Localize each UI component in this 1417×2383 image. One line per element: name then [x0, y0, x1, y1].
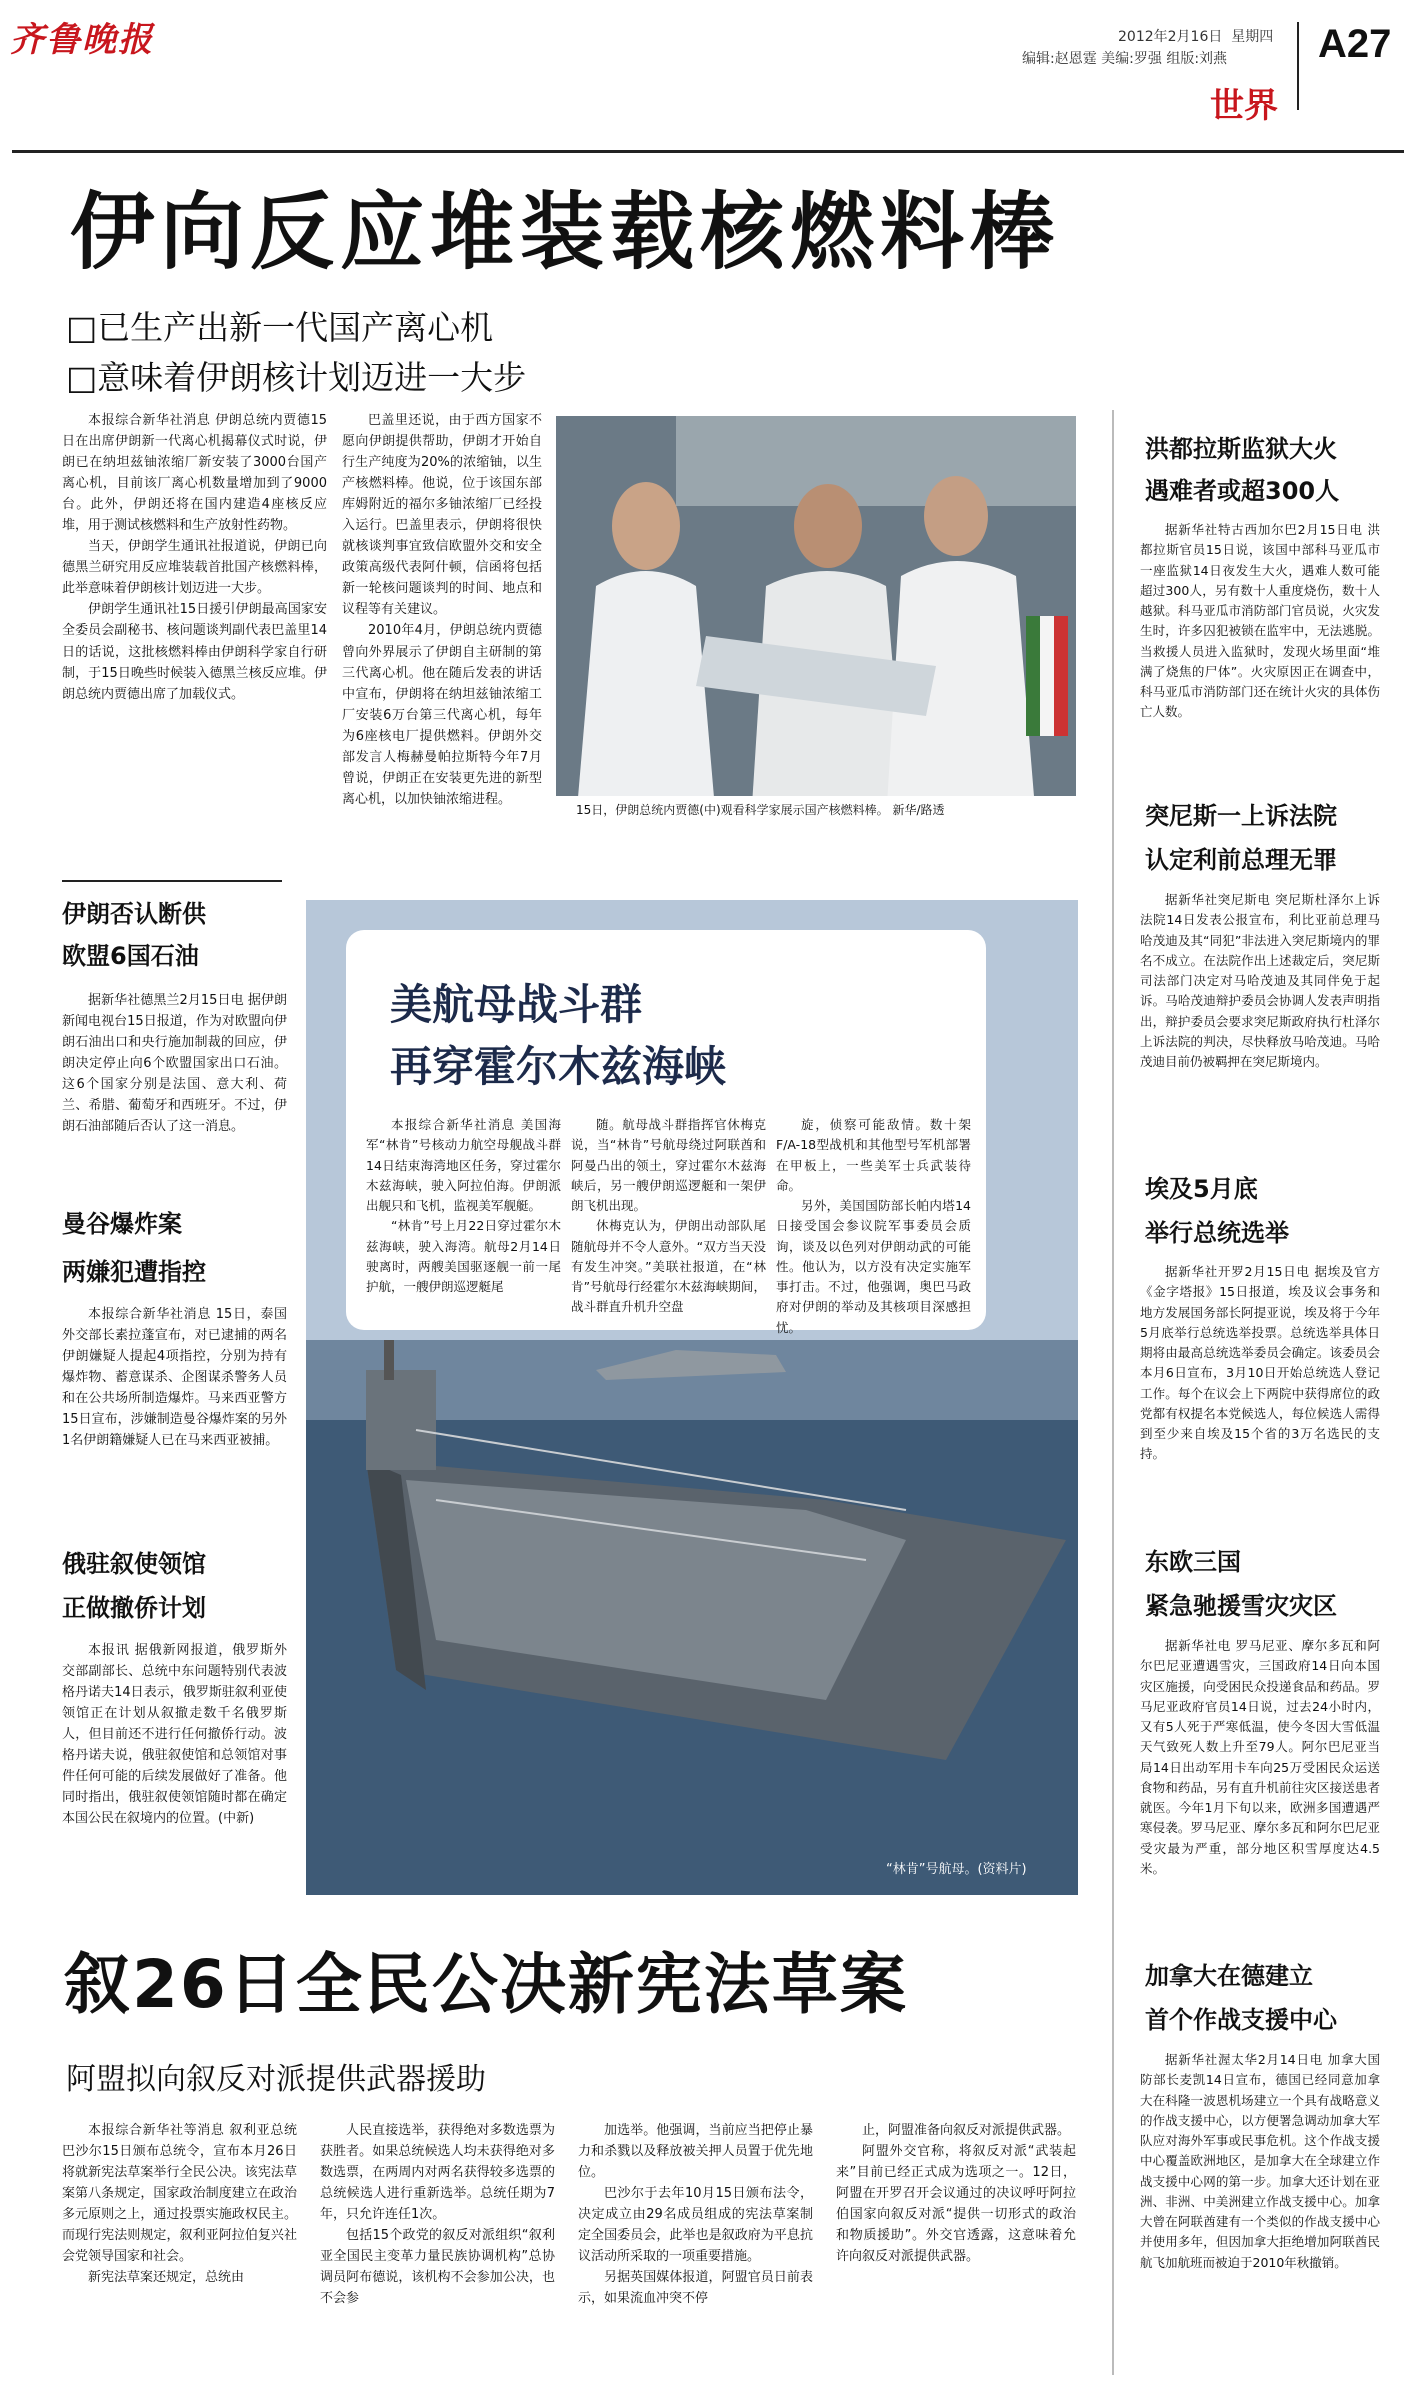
brief-title: 突尼斯一上诉法院 [1145, 802, 1337, 830]
carrier-col-3 [776, 1115, 971, 1338]
brief-title: 伊朗否认断供 [62, 900, 206, 928]
carrier-photo-caption: “林肯”号航母。(资料片) [886, 1862, 1027, 1877]
right-column-divider [1112, 410, 1114, 2375]
paragraph: 新宪法草案还规定，总统由 [88, 2270, 245, 2286]
lead-photo [556, 416, 1076, 821]
brief-title: 遇难者或超300人 [1145, 477, 1340, 505]
brief-title: 两嫌犯遭指控 [62, 1258, 206, 1286]
brief-title: 首个作战支援中心 [1145, 2006, 1337, 2034]
paragraph: 巴盖里还说，由于西方国家不愿向伊朗提供帮助，伊朗才开始自行生产纯度为20%的浓缩铀，以生产核燃料棒。他说，位于该国东部库姆附近的福尔多铀浓缩厂已经投入运行。巴盖里表示，伊朗将很快就核谈判事宜致信欧盟外交和安全政策高级代表阿什顿，信函将包括新一轮核问题谈判的时间、地点和议程等有关建议。 [342, 413, 542, 618]
lead-subhead-1: □已生产出新一代国产离心机 [66, 308, 494, 347]
paragraph: 本报综合新华社消息 伊朗总统内贾德15日在出席伊朗新一代离心机揭幕仪式时说，伊朗已在纳坦兹铀浓缩厂新安装了3000台国产离心机，目前该厂离心机数量增加到了9000台。此外，伊朗还将在国内建造4座核反应堆，用于测试核燃料和生产放射性药物。 [62, 413, 327, 534]
masthead-rule [12, 150, 1404, 153]
brief-title: 举行总统选举 [1145, 1219, 1289, 1247]
syria-col-2 [320, 2120, 555, 2309]
brief-title: 欧盟6国石油 [62, 942, 199, 970]
syria-col-4 [836, 2120, 1076, 2267]
brief-body: 本报综合新华社消息 15日，泰国外交部长素拉蓬宣布，对已逮捕的两名伊朗嫌疑人提起4项指控，分别为持有爆炸物、蓄意谋杀、企图谋杀警务人员和在公共场所制造爆炸。马来西亚警方15日宣布，涉嫌制造曼谷爆炸案的另外1名伊朗籍嫌疑人已在马来西亚被捕。 [62, 1307, 287, 1449]
carrier-title-1: 美航母战斗群 [390, 980, 643, 1029]
brief-body: 据新华社电 罗马尼亚、摩尔多瓦和阿尔巴尼亚遭遇雪灾，三国政府14日向本国灾区施援，向受困民众投递食品和药品。罗马尼亚政府官员14日说，过去24小时内，又有5人死于严寒低温，使今冬因大雪低温天气致死人数上升至79人。阿尔巴尼亚当局14日出动军用卡车向25万受困民众运送食物和药品，另有直升机前往灾区接送患者就医。今年1月下旬以来，欧洲多国遭遇严寒侵袭。罗马尼亚、摩尔多瓦和阿尔巴尼亚受灾最为严重，部分地区积雪厚度达4.5米。 [1140, 1638, 1380, 1876]
paragraph: 本报综合新华社消息 美国海军“林肯”号核动力航空母舰战斗群14日结束海湾地区任务，穿过霍尔木兹海峡，驶入阿拉伯海。伊朗派出舰只和飞机，监视美军舰艇。 [366, 1117, 561, 1213]
syria-subhead: 阿盟拟向叙反对派提供武器援助 [66, 2062, 486, 2097]
carrier-col-2 [571, 1115, 766, 1318]
lead-col-1 [62, 410, 327, 705]
carrier-title-2: 再穿霍尔木兹海峡 [390, 1042, 727, 1091]
brief-title: 东欧三国 [1145, 1548, 1241, 1576]
syria-col-3 [578, 2120, 813, 2309]
brief-body: 据新华社突尼斯电 突尼斯杜泽尔上诉法院14日发表公报宣布，利比亚前总理马哈茂迪及其“同犯”非法进入突尼斯境内的罪名不成立。在法院作出上述裁定后，突尼斯司法部门决定对马哈茂迪及其同伴免于起诉。马哈茂迪辩护委员会协调人发表声明指出，辩护委员会要求突尼斯政府执行杜泽尔上诉法院的判决，尽快释放马哈茂迪。马哈茂迪目前仍被羁押在突尼斯境内。 [1140, 892, 1380, 1069]
paragraph: 人民直接选举，获得绝对多数选票为获胜者。如果总统候选人均未获得绝对多数选票，在两周内对两名获得较多选票的总统候选人进行重新选举。总统任期为7年，只允许连任1次。 [320, 2123, 555, 2223]
brief-body: 据新华社德黑兰2月15日电 据伊朗新闻电视台15日报道，作为对欧盟向伊朗石油出口和央行施加制裁的回应，伊朗决定停止向6个欧盟国家出口石油。这6个国家分别是法国、意大利、荷兰、希腊、葡萄牙和西班牙。不过，伊朗石油部随后否认了这一消息。 [62, 993, 287, 1135]
carrier-text-box [346, 930, 986, 1335]
carrier-col-1 [366, 1115, 561, 1297]
paragraph: 当天，伊朗学生通讯社报道说，伊朗已向德黑兰研究用反应堆装载首批国产核燃料棒，此举意味着伊朗核计划迈进一大步。 [62, 539, 327, 597]
paper-logo [10, 12, 200, 60]
paragraph: 另据英国媒体报道，阿盟官员日前表示，如果流血冲突不停 [578, 2270, 813, 2307]
paragraph: 随。航母战斗群指挥官休梅克说，当“林肯”号航母绕过阿联酋和阿曼凸出的领土，穿过霍尔木兹海峡后，另一艘伊朗巡逻艇和一架伊朗飞机出现。 [571, 1117, 766, 1213]
carrier-panel [306, 900, 1078, 1895]
brief-title: 俄驻叙使领馆 [62, 1550, 206, 1578]
brief-body: 据新华社特古西加尔巴2月15日电 洪都拉斯官员15日说，该国中部科马亚瓜市一座监狱14日夜发生大火，遇难人数可能超过300人，另有数十人重度烧伤，数十人越狱。科马亚瓜市消防部门官员说，火灾发生时，许多囚犯被锁在监牢中，无法逃脱。当救援人员进入监狱时，发现火场里面“堆满了烧焦的尸体”。火灾原因正在调查中，科马亚瓜市消防部门还在统计火灾的具体伤亡人数。 [1140, 522, 1380, 720]
page-number: A27 [1318, 22, 1392, 66]
lead-photo-caption: 15日，伊朗总统内贾德(中)观看科学家展示国产核燃料棒。 新华/路透 [576, 803, 945, 817]
lead-subhead-2: □意味着伊朗核计划迈进一大步 [66, 358, 527, 397]
brief-title: 加拿大在德建立 [1145, 1962, 1313, 1990]
section-label: 世界 [1210, 86, 1278, 126]
masthead-weekday: 星期四 [1231, 29, 1274, 45]
paragraph: 休梅克认为，伊朗出动部队尾随航母并不令人意外。“双方当天没有发生冲突。”美联社报道，在“林肯”号航母行经霍尔木兹海峡期间，战斗群直升机升空盘 [571, 1218, 766, 1315]
paragraph: “林肯”号上月22日穿过霍尔木兹海峡，驶入海湾。航母2月14日驶离时，两艘美国驱逐舰一前一尾护航，一艘伊朗巡逻艇尾 [366, 1218, 561, 1294]
paragraph: 旋，侦察可能敌情。数十架F/A-18型战机和其他型号军机部署在甲板上，一些美军士兵武装待命。 [776, 1117, 971, 1193]
paragraph: 另外，美国国防部长帕内塔14日接受国会参议院军事委员会质询，谈及以色列对伊朗动武的可能性。他认为，以方没有决定实施军事打击。不过，他强调，奥巴马政府对伊朗的举动及其核项目深感担忧。 [776, 1198, 971, 1335]
paragraph: 巴沙尔于去年10月15日颁布法令，决定成立由29名成员组成的宪法草案制定全国委员会，此举也是叙政府为平息抗议活动所采取的一项重要措施。 [578, 2186, 813, 2265]
paragraph: 阿盟外交官称，将叙反对派“武装起来”目前已经正式成为选项之一。12日，阿盟在开罗召开会议通过的决议呼吁阿拉伯国家向叙反对派“提供一切形式的政治和物质援助”。外交官透露，这意味着允许向叙反对派提供武器。 [836, 2144, 1076, 2265]
brief-body: 本报讯 据俄新网报道，俄罗斯外交部副部长、总统中东问题特别代表波格丹诺夫14日表示，俄罗斯驻叙利亚使领馆正在计划从叙撤走数千名俄罗斯人，但目前还不进行任何撤侨行动。波格丹诺夫说，俄驻叙使馆和总领馆对事件任何可能的后续发展做好了准备。他同时指出，俄驻叙使领馆随时都在确定本国公民在叙境内的位置。(中新) [62, 1643, 287, 1827]
brief-title: 埃及5月底 [1145, 1175, 1258, 1203]
paragraph: 加选举。他强调，当前应当把停止暴力和杀戮以及释放被关押人员置于优先地位。 [578, 2123, 813, 2181]
paragraph: 本报综合新华社等消息 叙利亚总统巴沙尔15日颁布总统令，宣布本月26日将就新宪法草案举行全民公决。该宪法草案第八条规定，国家政治制度建立在政治多元原则之上，通过投票实施政权民主。而现行宪法则规定，叙利亚阿拉伯复兴社会党领导国家和社会。 [62, 2123, 297, 2265]
brief-title: 紧急驰援雪灾灾区 [1145, 1592, 1337, 1620]
brief-body: 据新华社开罗2月15日电 据埃及官方《金字塔报》15日报道，埃及议会事务和地方发展国务部长阿提亚说，埃及将于今年5月底举行总统选举投票。总统选举具体日期将由最高总统选举委员会确定。该委员会本月6日宣布，3月10日开始总统选人登记工作。每个在议会上下两院中获得席位的政党都有权提名本党候选人，每位候选人需得到至少来自埃及15个省的3万名选民的支持。 [1140, 1264, 1380, 1462]
brief-body: 据新华社渥太华2月14日电 加拿大国防部长麦凯14日宣布，德国已经同意加拿大在科隆一波恩机场建立一个具有战略意义的作战支援中心，以方便署急调动加拿大军队应对海外军事或民事危机。这个作战支援中心覆盖欧洲地区，是加拿大在全球建立作战支援中心网的第一步。加拿大还计划在亚洲、非洲、中美洲建立作战支援中心。加拿大曾在阿联酋建有一个类似的作战支援中心并使用多年，但因加拿大拒绝增加阿联酋民航飞加航班而被迫于2010年秋撤销。 [1140, 2052, 1380, 2270]
brief-title: 曼谷爆炸案 [62, 1210, 182, 1238]
syria-headline: 叙26日全民公决新宪法草案 [64, 1946, 908, 2023]
paragraph: 止，阿盟准备向叙反对派提供武器。 [862, 2123, 1071, 2138]
masthead-date: 2012年2月16日 星期四 [1118, 29, 1274, 45]
paragraph: 2010年4月，伊朗总统内贾德曾向外界展示了伊朗自主研制的第三代离心机。他在随后发表的讲话中宣布，伊朗将在纳坦兹铀浓缩工厂安装6万台第三代离心机，每年为6座核电厂提供燃料。伊朗外交部发言人梅赫曼帕拉斯特今年7月曾说，伊朗正在安装更先进的新型离心机，以加快铀浓缩进程。 [342, 623, 542, 807]
paragraph: 伊朗学生通讯社15日援引伊朗最高国家安全委员会副秘书、核问题谈判副代表巴盖里14日的话说，这批核燃料棒由伊朗科学家自行研制，于15日晚些时候装入德黑兰核反应堆。伊朗总统内贾德出席了加载仪式。 [62, 602, 327, 702]
left-brief-rule [62, 880, 282, 882]
syria-col-1 [62, 2120, 297, 2288]
lead-col-2 [342, 410, 542, 810]
brief-title: 洪都拉斯监狱大火 [1145, 435, 1337, 463]
page-divider-vertical [1297, 22, 1299, 110]
lead-headline: 伊向反应堆装载核燃料棒 [70, 183, 1061, 281]
brief-title: 正做撤侨计划 [62, 1594, 206, 1622]
paragraph: 包括15个政党的叙反对派组织“叙利亚全国民主变革力量民族协调机构”总协调员阿布德说，该机构不会参加公决，也不会参 [320, 2228, 555, 2307]
masthead-editors: 编辑:赵恩霆 美编:罗强 组版:刘燕 [1022, 51, 1228, 67]
paper-name: 齐鲁晚报 [10, 20, 154, 60]
brief-title: 认定利前总理无罪 [1145, 846, 1337, 874]
